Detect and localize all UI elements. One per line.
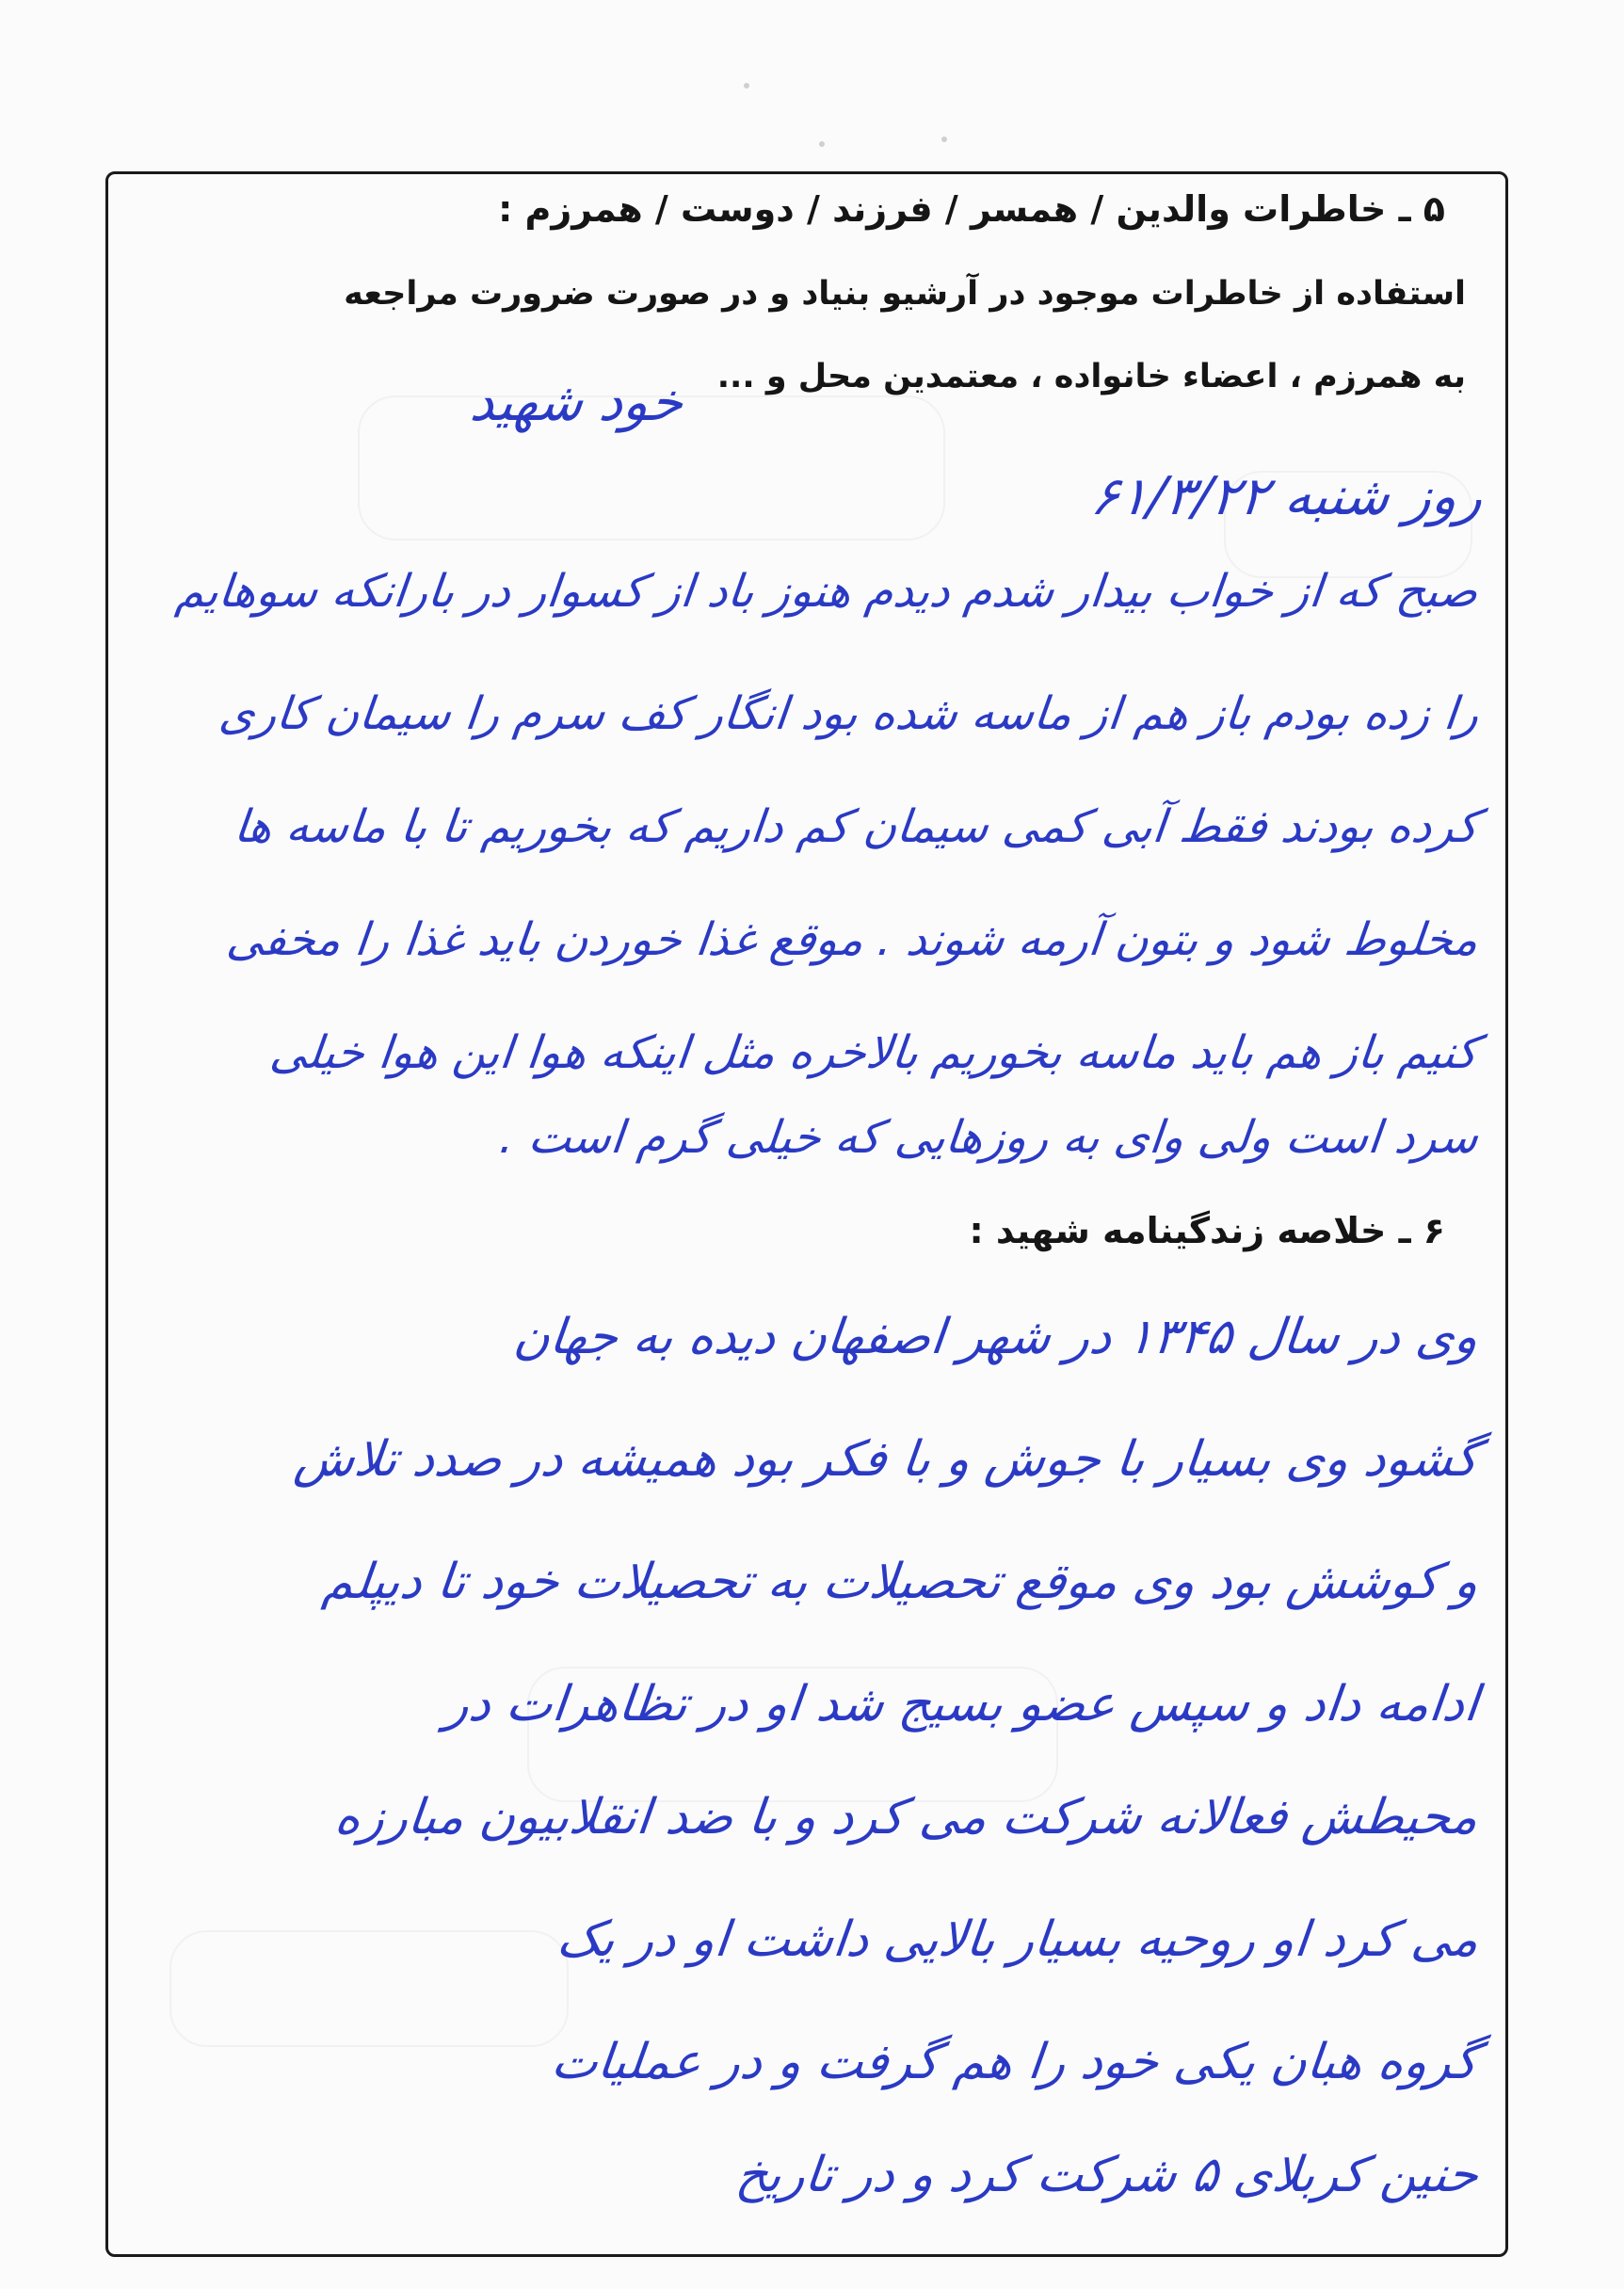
handwritten-date: روز شنبه ۶۱/۳/۲۲: [1087, 466, 1487, 527]
biography-line: و کوشش بود وی موقع تحصیلات به تحصیلات خود تا دیپلم: [319, 1554, 1482, 1610]
section-5-instructions-line2: به همرزم ، اعضاء خانواده ، معتمدین محل و ...: [716, 358, 1466, 395]
biography-line: وی در سال ۱۳۴۵ در شهر اصفهان دیده به جهان: [511, 1309, 1482, 1365]
biography-line: می کرد او روحیه بسیار بالایی داشت او در یک: [554, 1911, 1482, 1968]
memoir-line: سرد است ولی وای به روزهایی که خیلی گرم است .: [497, 1111, 1481, 1164]
section-5-heading: ۵ ـ خاطرات والدین / همسر / فرزند / دوست / همرزم :: [498, 188, 1445, 230]
handwritten-title: خود شهید: [467, 372, 686, 433]
biography-line: گروه هبان یکی خود را هم گرفت و در عملیات: [549, 2034, 1482, 2090]
biography-line: ادامه داد و سپس عضو بسیج شد او در تظاهرات در: [442, 1676, 1482, 1733]
memoir-handwritten-block: [113, 565, 1481, 1205]
memoir-line: صبح که از خواب بیدار شدم دیدم هنوز باد از کسوار در بارانکه سوهایم: [173, 565, 1481, 618]
punch-hole: [819, 141, 825, 147]
biography-line: محیطش فعالانه شرکت می کرد و با ضد انقلابیون مبارزه: [332, 1789, 1482, 1846]
section-6-heading: ۶ ـ خلاصه زندگینامه شهید :: [969, 1210, 1445, 1251]
punch-hole: [941, 137, 947, 142]
biography-line: گشود وی بسیار با جوش و با فکر بود همیشه در صدد تلاش: [291, 1431, 1482, 1488]
memoir-line: را زده بودم باز هم از ماسه شده بود انگار کف سرم را سیمان کاری: [216, 687, 1481, 740]
memoir-line: کرده بودند فقط آبی کمی سیمان کم داریم که بخوریم تا با ماسه ها: [231, 800, 1481, 853]
section-5-instructions-line1: استفاده از خاطرات موجود در آرشیو بنیاد و در صورت ضرورت مراجعه: [344, 275, 1466, 313]
biography-line: حنین کربلای ۵ شرکت کرد و در تاریخ: [732, 2147, 1482, 2203]
punch-hole: [744, 83, 749, 89]
memoir-line: کنیم باز هم باید ماسه بخوریم بالاخره مثل اینکه هوا این هوا خیلی: [267, 1026, 1481, 1079]
biography-handwritten-block: [113, 1309, 1482, 2269]
memoir-line: مخلوط شود و بتون آرمه شوند . موقع غذا خوردن باید غذا را مخفی: [224, 913, 1481, 966]
